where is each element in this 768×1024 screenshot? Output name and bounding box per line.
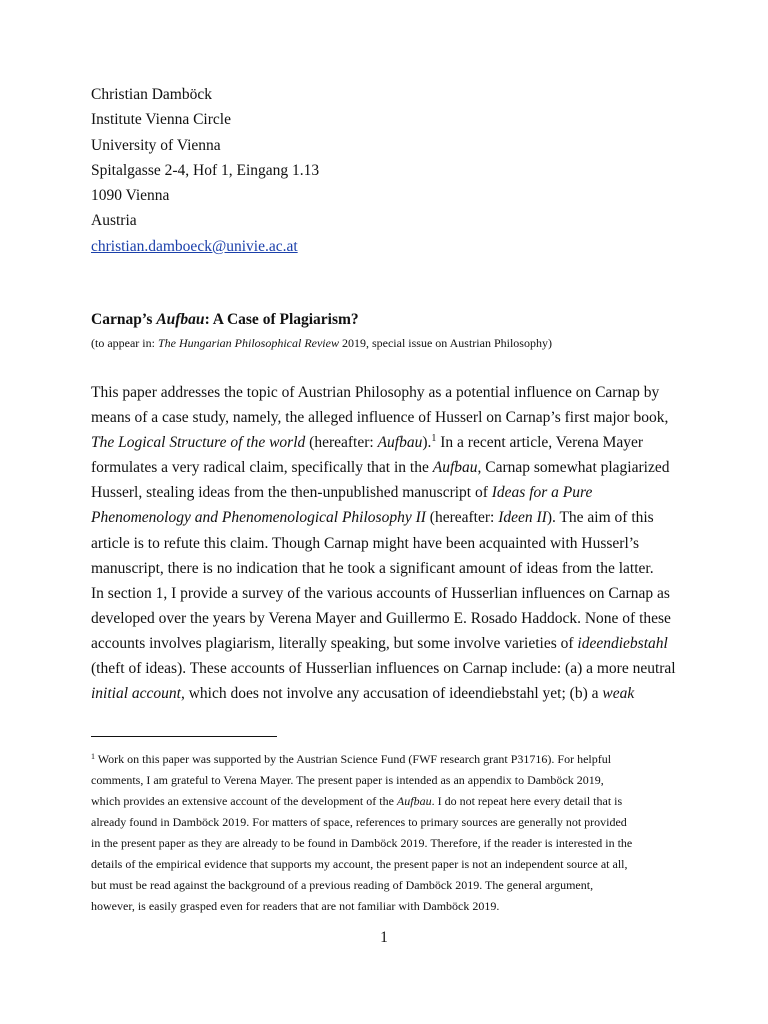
body-line: means of a case study, namely, the alleged influence of Husserl on Carnap’s first major book, <box>91 409 669 427</box>
page-number: 1 <box>380 929 388 946</box>
footnote-line: $^1$ Work on this paper was supported by the Austrian Science Fund (FWF research grant P31716). For helpful <box>91 752 612 766</box>
body-paragraph <box>91 380 681 706</box>
footnote-divider <box>91 736 277 737</box>
body-line: This paper addresses the topic of Austrian Philosophy as a potential influence on Carnap by <box>91 384 660 401</box>
body-line: initial account, which does not involve any accusation of ideendiebstahl yet; (b) a weak <box>91 685 635 703</box>
paper-title: Carnap’s Aufbau: A Case of Plagiarism? <box>91 311 359 328</box>
body-line: formulates a very radical claim, specifically that in the Aufbau, Carnap somewhat plagiarized <box>91 459 670 477</box>
author-city: 1090 Vienna <box>91 187 170 205</box>
body-line: In section 1, I provide a survey of the various accounts of Husserlian influences on Carnap as <box>91 584 670 602</box>
body-line: (theft of ideas). These accounts of Husserlian influences on Carnap include: (a) a more neutral <box>91 660 676 678</box>
body-line: accounts involves plagiarism, literally speaking, but some involve varieties of ideendiebstahl <box>91 634 668 652</box>
body-line: Husserl, stealing ideas from the then-unpublished manuscript of Ideas for a Pure <box>91 484 593 502</box>
footnote-line: comments, I am grateful to Verena Mayer. The present paper is intended as an appendix to Damböck 2019, <box>91 773 604 787</box>
body-line: manuscript, there is no indication that he took a significant amount of ideas from the latter. <box>91 559 654 577</box>
author-email-link[interactable]: christian.damboeck@univie.ac.at <box>91 237 298 255</box>
body-line: The Logical Structure of the world (hereafter: Aufbau).$^1$ In a recent article, Verena Mayer <box>91 433 644 452</box>
footnote-line: which provides an extensive account of the development of the Aufbau. I do not repeat here every detail that is <box>91 794 623 808</box>
author-country: Austria <box>91 212 137 230</box>
footnote-line: in the present paper as they are already to be found in Damböck 2019. Therefore, if the reader is interested in the <box>91 836 633 850</box>
body-line: Phenomenology and Phenomenological Philosophy II (hereafter: Ideen II). The aim of this <box>91 509 654 527</box>
footnote-line: however, is easily grasped even for readers that are not familiar with Damböck 2019. <box>91 899 500 913</box>
author-institute: Institute Vienna Circle <box>91 111 231 129</box>
author-university: University of Vienna <box>91 136 221 154</box>
footnote-line: but must be read against the background of a previous reading of Damböck 2019. The general argument, <box>91 878 594 892</box>
footnote-marker: 1 <box>91 752 95 761</box>
author-address-block <box>91 82 319 259</box>
body-line: developed over the years by Verena Mayer and Guillermo E. Rosado Haddock. None of these <box>91 609 671 627</box>
footnote <box>91 749 681 917</box>
footnote-line: already found in Damböck 2019. For matters of space, references to primary sources are generally not provided <box>91 815 627 829</box>
footnote-ref[interactable]: 1 <box>431 433 437 445</box>
footnote-line: details of the empirical evidence that supports my account, the present paper is not an independent source at all, <box>91 857 628 871</box>
author-name: Christian Damböck <box>91 86 212 103</box>
body-line: article is to refute this claim. Though Carnap might have been acquainted with Husserl’s <box>91 534 640 552</box>
author-street: Spitalgasse 2-4, Hof 1, Eingang 1.13 <box>91 161 320 179</box>
paper-subtitle: (to appear in: The Hungarian Philosophical Review 2019, special issue on Austrian Philosophy) <box>91 336 552 350</box>
